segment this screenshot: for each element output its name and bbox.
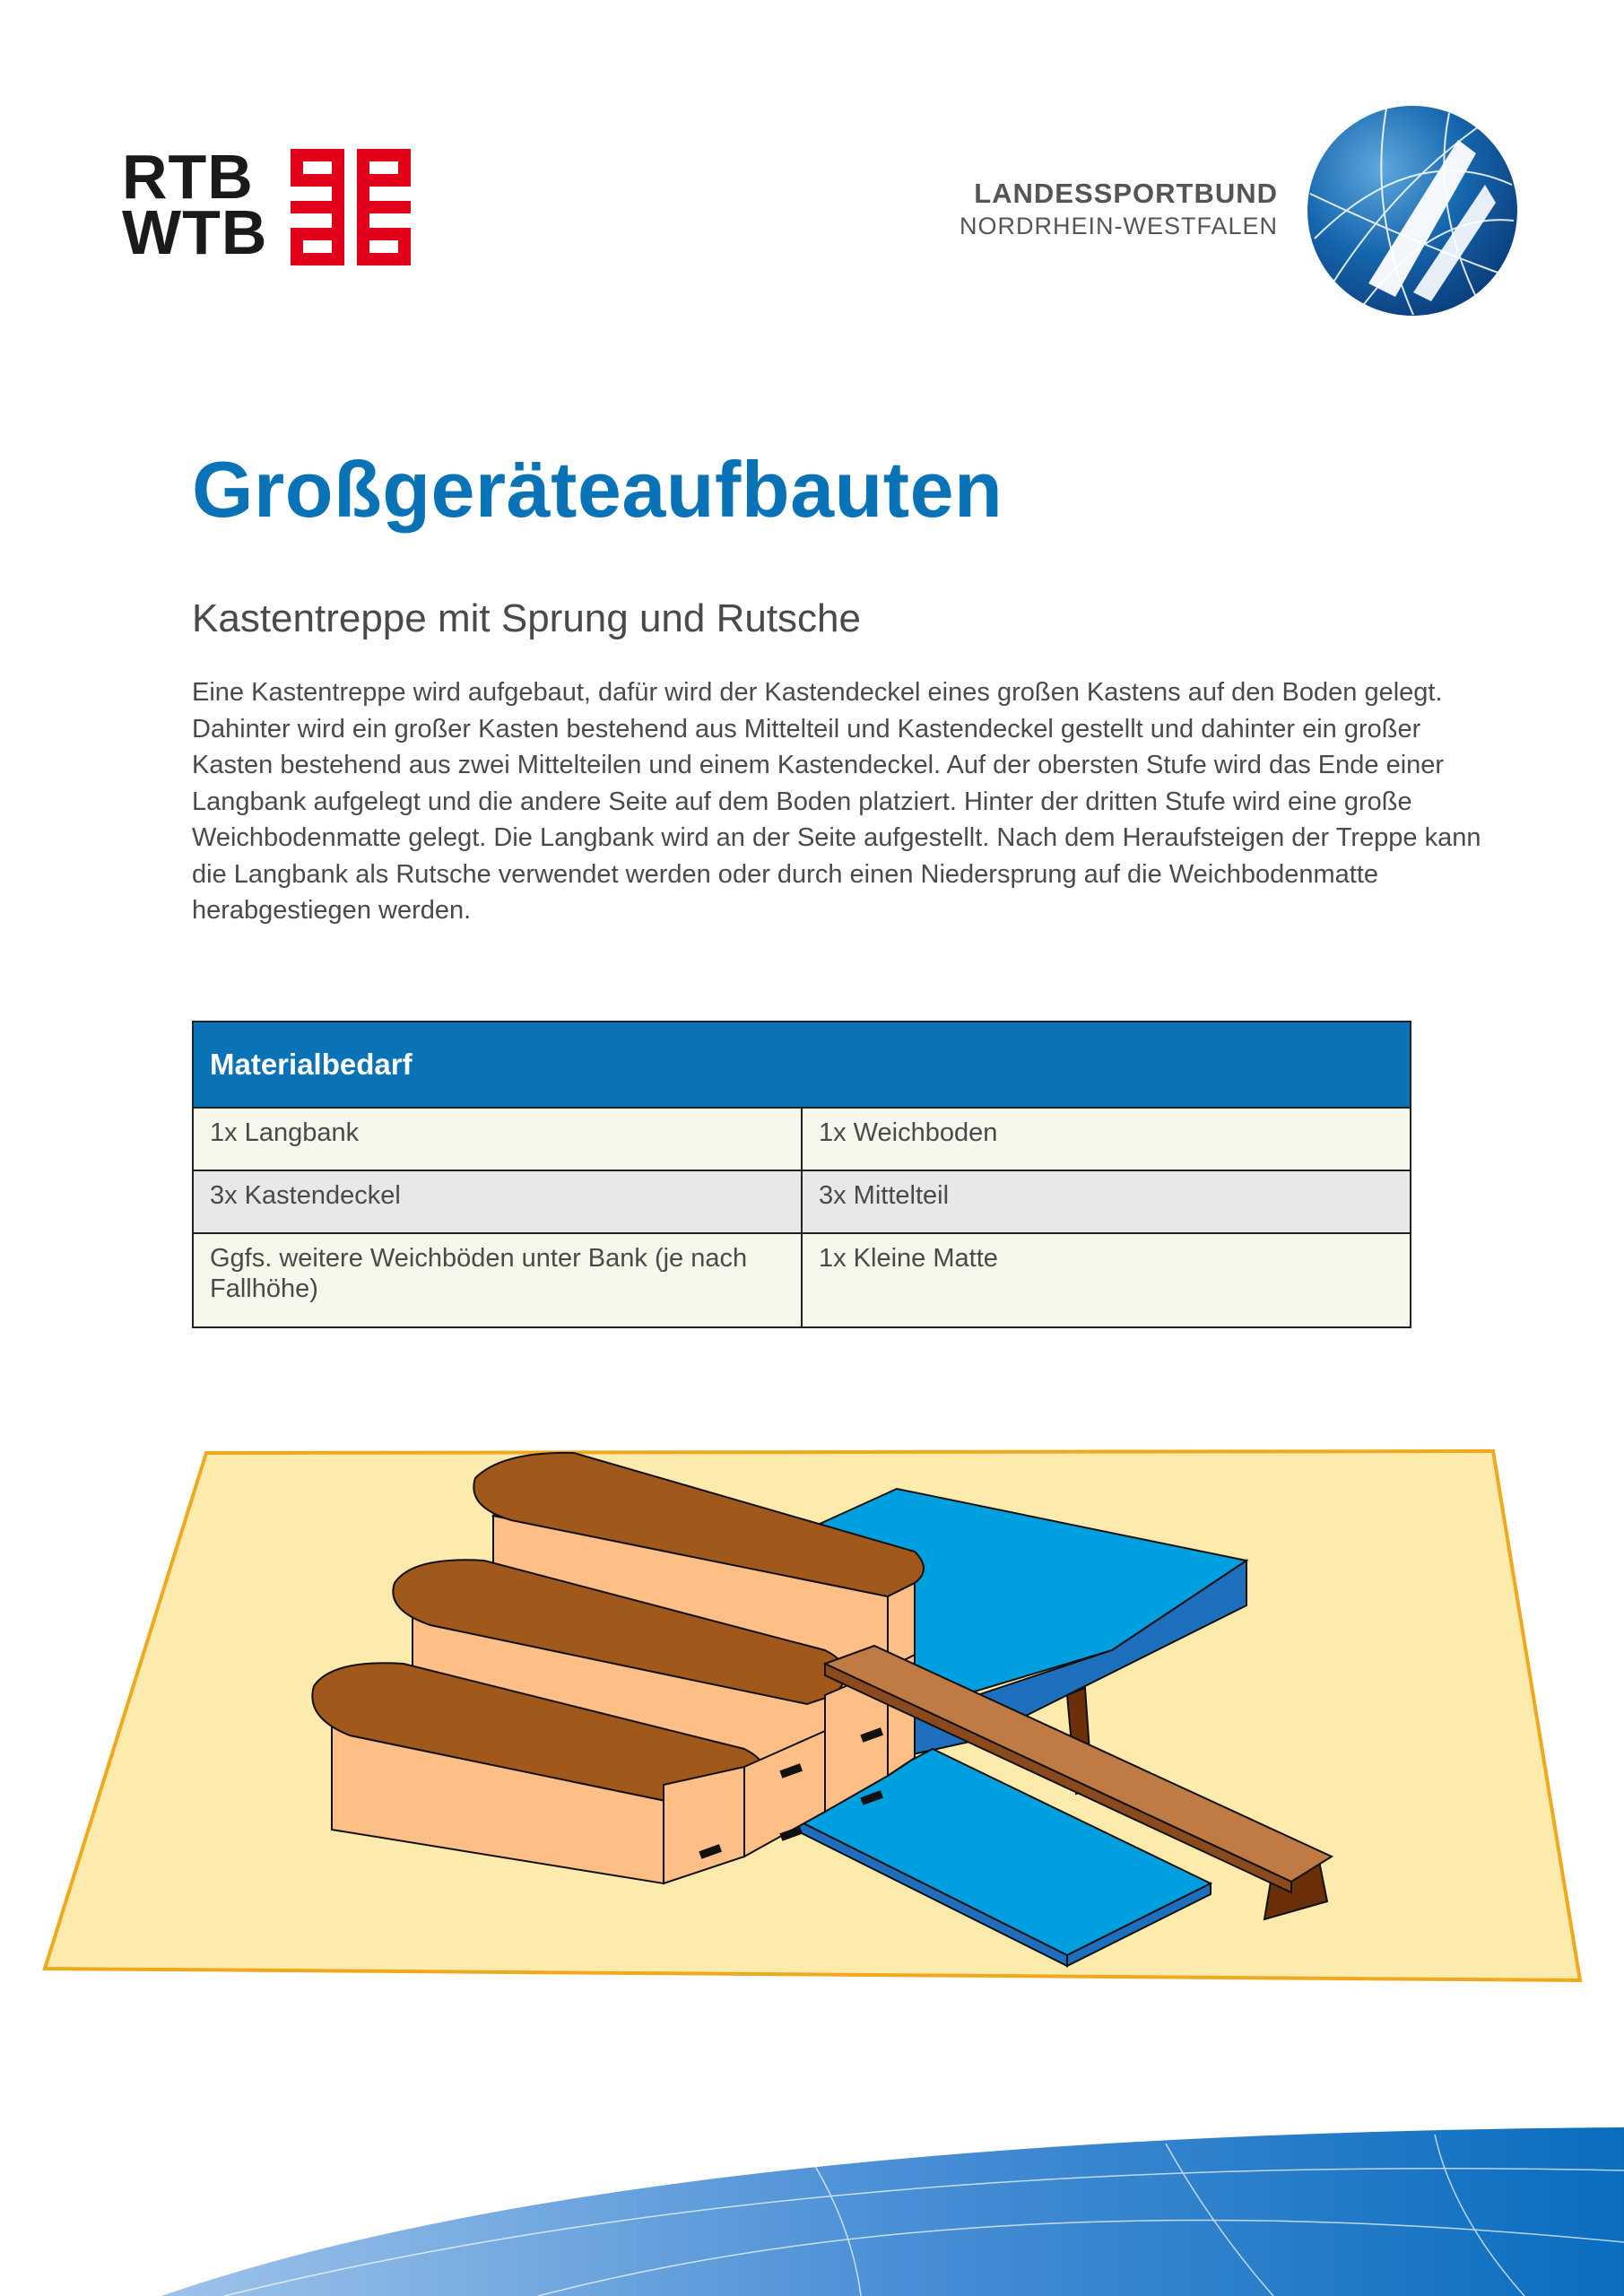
- rtb-logo-line1: RTB: [122, 142, 254, 212]
- material-table-header: Materialbedarf: [193, 1022, 1411, 1108]
- lsb-line1: LANDESSPORTBUND: [974, 178, 1278, 209]
- rtb-wtb-logo: [122, 142, 409, 267]
- rtb-logo-line2: WTB: [122, 197, 268, 267]
- lsb-wordmark: [960, 178, 1278, 242]
- page-title: Großgeräteaufbauten: [192, 445, 1003, 534]
- turner-cross-icon: [291, 149, 524, 265]
- table-cell: 1x Kleine Matte: [802, 1233, 1411, 1327]
- table-cell: Ggfs. weitere Weichböden unter Bank (je nach Fallhöhe): [193, 1233, 802, 1327]
- table-cell: 1x Langbank: [193, 1108, 802, 1170]
- table-row: [193, 1233, 1411, 1327]
- table-cell: 3x Kastendeckel: [193, 1170, 802, 1233]
- description-text: Eine Kastentreppe wird aufgebaut, dafür wird der Kastendeckel eines großen Kastens auf den Boden gelegt. Dahinter wird ein großer Kasten bestehend aus Mittelteil und Kastendeckel gestellt und dahinter ein großer Kasten bestehend aus zwei Mittelteilen und einem Kastendeckel. Auf der obersten Stufe wird das Ende einer Langbank aufgelegt und die andere Seite auf dem Boden platziert. Hinter der dritten Stufe wird eine große Weichbodenmatte gelegt. Die Langbank wird an der Seite aufgestellt. Nach dem Heraufsteigen der Treppe kann die Langbank als Rutsche verwendet werden oder durch einen Niedersprung auf die Weichbodenmatte herabgestiegen werden.: [192, 678, 1481, 925]
- material-table: [192, 1021, 1411, 1328]
- lsb-globe-icon: [1306, 104, 1519, 317]
- setup-illustration: [36, 1435, 1596, 1991]
- table-row: [193, 1170, 1411, 1233]
- page-subtitle: Kastentreppe mit Sprung und Rutsche: [192, 596, 862, 640]
- rtb-wtb-wordmark: [122, 142, 292, 267]
- table-row: [193, 1108, 1411, 1170]
- footer-swoosh: [0, 2117, 1624, 2296]
- lsb-line2: NORDRHEIN-WESTFALEN: [959, 213, 1278, 239]
- table-cell: 1x Weichboden: [802, 1108, 1411, 1170]
- table-cell: 3x Mittelteil: [802, 1170, 1411, 1233]
